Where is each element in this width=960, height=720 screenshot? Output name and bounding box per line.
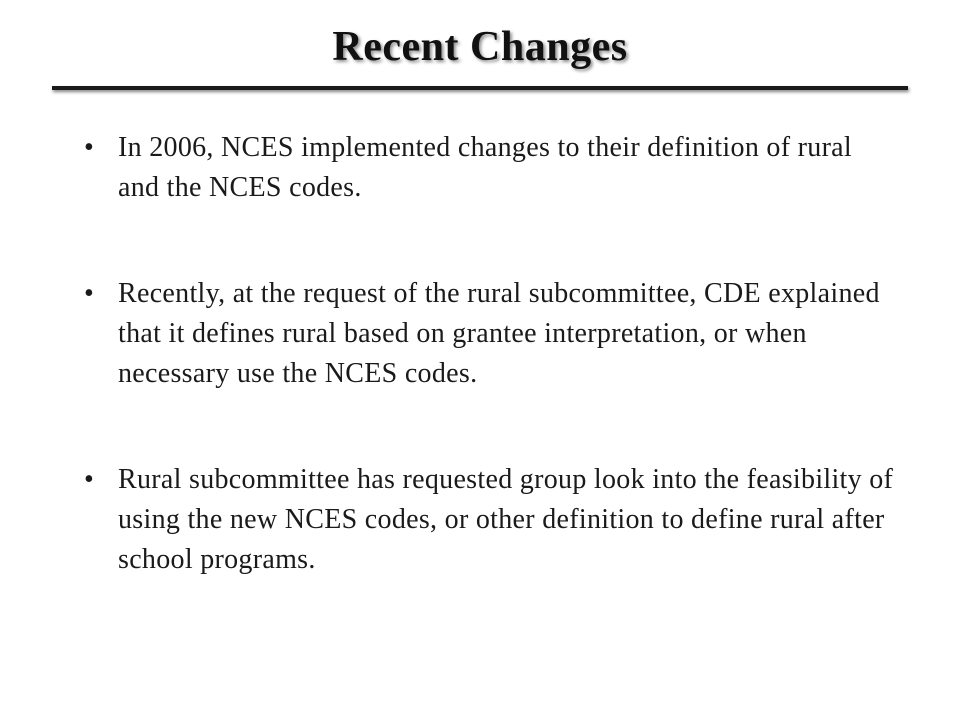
bullet-list (80, 128, 900, 580)
bullet-text: In 2006, NCES implemented changes to their definition of rural and the NCES codes. (118, 132, 852, 203)
title-underline-divider (52, 86, 908, 90)
bullet-dot-icon: • (84, 278, 95, 309)
bullet-item (80, 274, 900, 394)
bullet-item (80, 128, 900, 208)
bullet-text: Recently, at the request of the rural subcommittee, CDE explained that it defines rural based on grantee interpretation, or when necessary use the NCES codes. (118, 278, 880, 389)
bullet-text: Rural subcommittee has requested group look into the feasibility of using the new NCES codes, or other definition to define rural after school programs. (118, 464, 894, 575)
bullet-item (80, 460, 900, 580)
slide-title: Recent Changes (332, 24, 628, 70)
bullet-dot-icon: • (84, 132, 95, 163)
bullet-dot-icon: • (84, 464, 95, 495)
